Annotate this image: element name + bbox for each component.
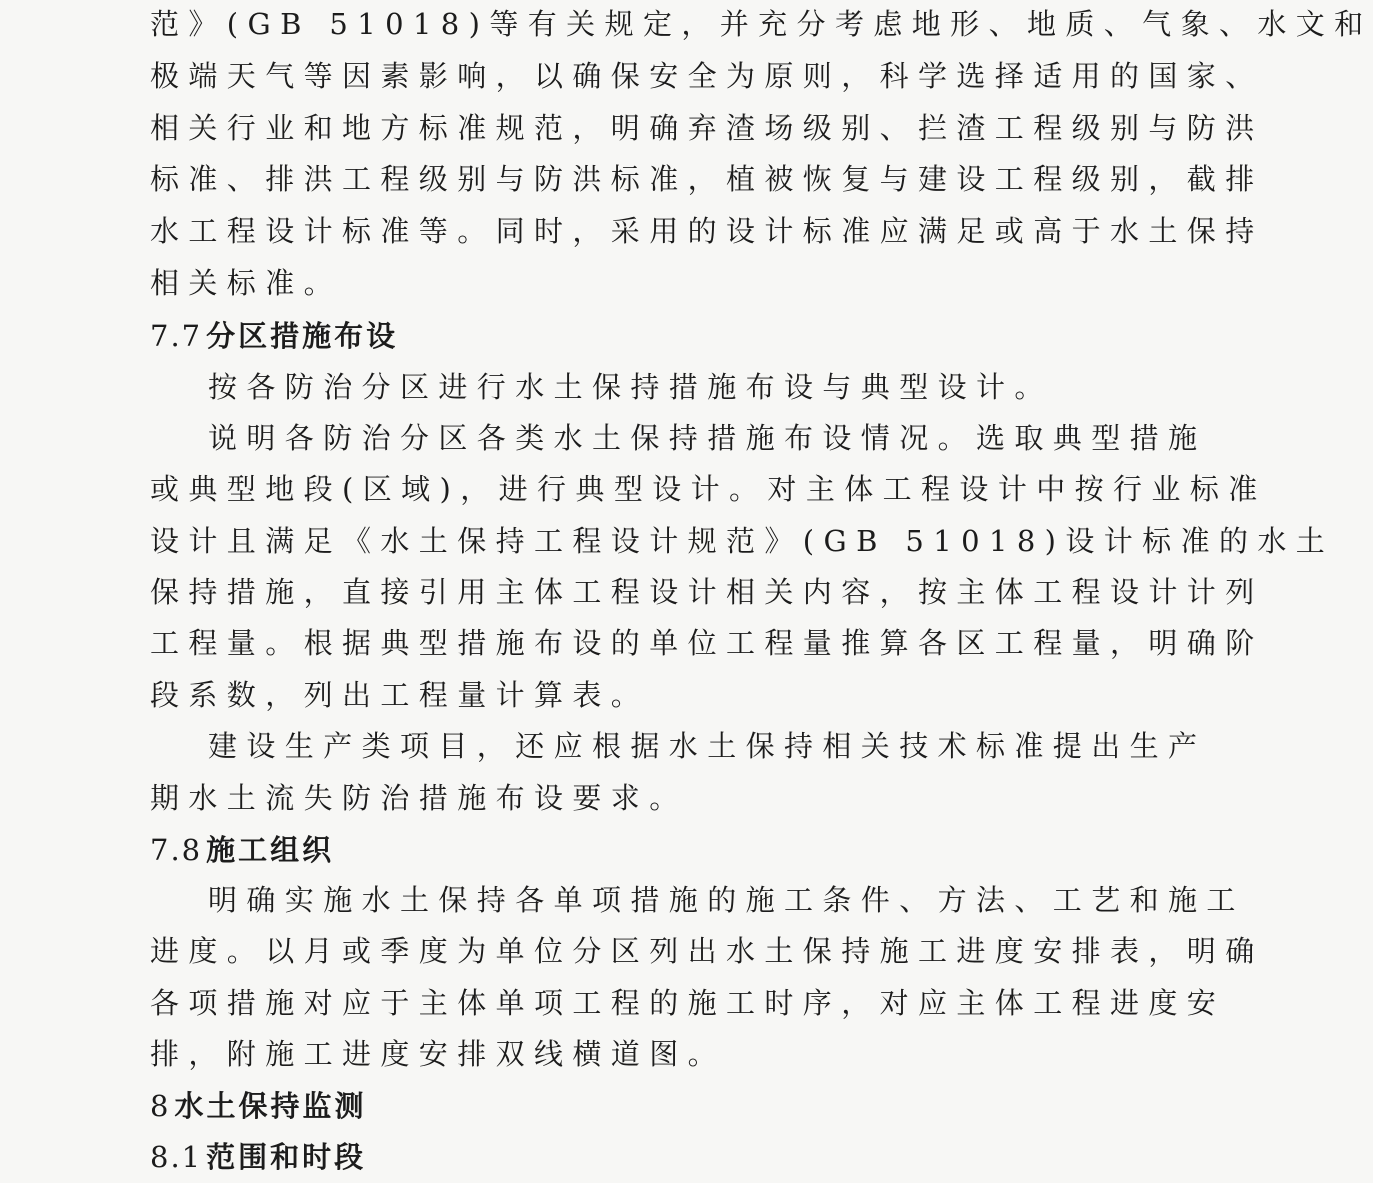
paragraph-line: 排，附施工进度安排双线横道图。 — [150, 1037, 727, 1071]
paragraph-line: 建设生产类项目，还应根据水土保持相关技术标准提出生产 — [208, 729, 1207, 763]
section-number: 8.1 — [150, 1140, 203, 1174]
paragraph-line: 按各防治分区进行水土保持措施布设与典型设计。 — [208, 370, 1053, 404]
section-number: 7.7 — [150, 319, 203, 353]
section-title: 范围和时段 — [206, 1140, 367, 1174]
paragraph-line: 明确实施水土保持各单项措施的施工条件、方法、工艺和施工 — [208, 883, 1245, 917]
section-number: 7.8 — [150, 833, 203, 867]
paragraph-line: 设计且满足《水土保持工程设计规范》(GB 51018)设计标准的水土 — [150, 524, 1335, 558]
section-heading-7-8 — [150, 830, 334, 870]
section-heading-7-7 — [150, 316, 398, 356]
paragraph-line: 说明各防治分区各类水土保持措施布设情况。选取典型措施 — [208, 421, 1207, 455]
paragraph-line: 期水土流失防治措施布设要求。 — [150, 781, 688, 815]
paragraph-line: 工程量。根据典型措施布设的单位工程量推算各区工程量，明确阶 — [150, 626, 1264, 660]
section-title: 水土保持监测 — [174, 1089, 367, 1123]
paragraph-line: 进度。以月或季度为单位分区列出水土保持施工进度安排表，明确 — [150, 934, 1264, 968]
body-line: 极端天气等因素影响，以确保安全为原则，科学选择适用的国家、 — [150, 59, 1264, 93]
paragraph-line: 段系数，列出工程量计算表。 — [150, 678, 650, 712]
paragraph-line: 各项措施对应于主体单项工程的施工时序，对应主体工程进度安 — [150, 986, 1226, 1020]
section-title: 分区措施布设 — [206, 319, 399, 353]
section-number: 8 — [150, 1089, 171, 1123]
body-line: 相关行业和地方标准规范，明确弃渣场级别、拦渣工程级别与防洪 — [150, 111, 1264, 145]
body-line: 标准、排洪工程级别与防洪标准，植被恢复与建设工程级别，截排 — [150, 162, 1264, 196]
section-heading-8 — [150, 1086, 366, 1126]
section-heading-8-1 — [150, 1137, 366, 1177]
paragraph-line: 保持措施，直接引用主体工程设计相关内容，按主体工程设计计列 — [150, 575, 1264, 609]
body-line: 范》(GB 51018)等有关规定，并充分考虑地形、地质、气象、水文和 — [150, 7, 1373, 41]
body-line: 相关标准。 — [150, 266, 343, 300]
section-title: 施工组织 — [206, 833, 335, 867]
paragraph-line: 或典型地段(区域)，进行典型设计。对主体工程设计中按行业标准 — [150, 472, 1267, 506]
body-line: 水工程设计标准等。同时，采用的设计标准应满足或高于水土保持 — [150, 214, 1264, 248]
